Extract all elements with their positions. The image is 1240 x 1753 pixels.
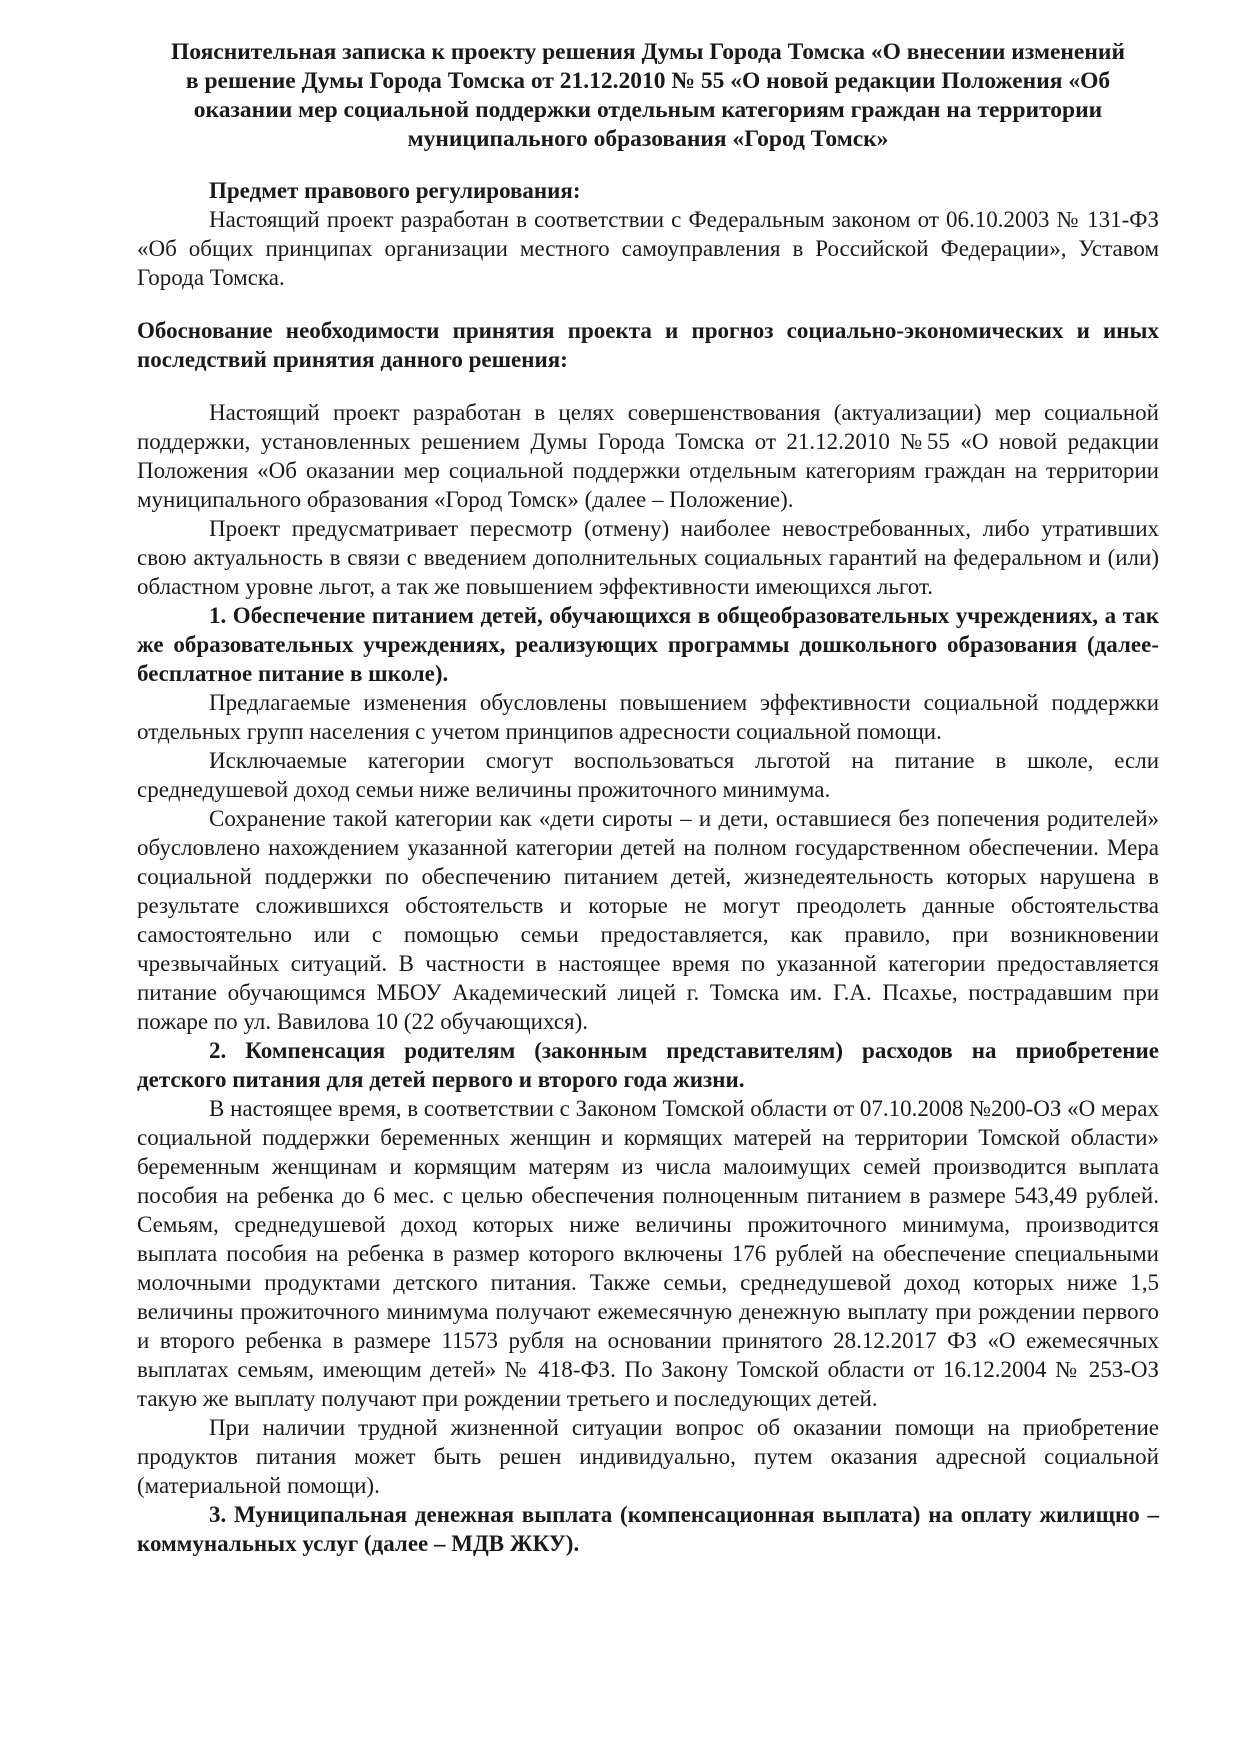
rationale-heading: Обоснование необходимости принятия проекта и прогноз социально-экономических и иных последствий принятия данного решения: <box>137 318 1159 372</box>
document-title <box>137 38 1159 154</box>
subject-text: Настоящий проект разработан в соответствии с Федеральным законом от 06.10.2003 № 131-ФЗ «Об общих принципах организации местного самоуправления в Российской Федерации», Уставом Города Томска. <box>137 207 1159 290</box>
item1-paragraph: Исключаемые категории смогут воспользоваться льготой на питание в школе, если среднедушевой доход семьи ниже величины прожиточного минимума. <box>137 748 1159 802</box>
title-line: Пояснительная записка к проекту решения Думы Города Томска «О внесении изменений <box>171 39 1125 65</box>
item2-heading: 2. Компенсация родителям (законным представителям) расходов на приобретение детского питания для детей первого и второго года жизни. <box>137 1038 1159 1092</box>
item1-heading: 1. Обеспечение питанием детей, обучающихся в общеобразовательных учреждениях, а так же образовательных учреждениях, реализующих программы дошкольного образования (далее- бесплатное питание в школе). <box>137 603 1159 686</box>
rationale-paragraph: Проект предусматривает пересмотр (отмену) наиболее невостребованных, либо утративших свою актуальность в связи с введением дополнительных социальных гарантий на федеральном и (или) областном уровне льгот, а так же повышением эффективности имеющихся льгот. <box>137 516 1159 599</box>
item3-heading: 3. Муниципальная денежная выплата (компенсационная выплата) на оплату жилищно – коммунальных услуг (далее – МДВ ЖКУ). <box>137 1502 1159 1556</box>
title-line: оказании мер социальной поддержки отдельным категориям граждан на территории <box>193 97 1103 123</box>
title-line: муниципального образования «Город Томск» <box>407 126 889 152</box>
subject-heading: Предмет правового регулирования: <box>209 178 581 203</box>
title-line: в решение Думы Города Томска от 21.12.2010 № 55 «О новой редакции Положения «Об <box>185 68 1111 94</box>
item2-paragraph: При наличии трудной жизненной ситуации вопрос об оказании помощи на приобретение продуктов питания может быть решен индивидуально, путем оказания адресной социальной (материальной помощи). <box>137 1415 1159 1498</box>
document-page <box>137 38 1159 1558</box>
rationale-paragraph: Настоящий проект разработан в целях совершенствования (актуализации) мер социальной поддержки, установленных решением Думы Города Томска от 21.12.2010 №55 «О новой редакции Положения «Об оказании мер социальной поддержки отдельным категориям граждан на территории муниципального образования «Город Томск» (далее – Положение). <box>137 400 1159 512</box>
item1-paragraph: Сохранение такой категории как «дети сироты – и дети, оставшиеся без попечения родителей» обусловлено нахождением указанной категории детей на полном государственном обеспечении. Мера социальной поддержки по обеспечению питанием детей, жизнедеятельность которых нарушена в результате сложившихся обстоятельств и которые не могут преодолеть данные обстоятельства самостоятельно или с помощью семьи предоставляется, как правило, при возникновении чрезвычайных ситуаций. В частности в настоящее время по указанной категории предоставляется питание обучающимся МБОУ Академический лицей г. Томска им. Г.А. Псахье, пострадавшим при пожаре по ул. Вавилова 10 (22 обучающихся). <box>137 806 1159 1034</box>
item1-paragraph: Предлагаемые изменения обусловлены повышением эффективности социальной поддержки отдельных групп населения с учетом принципов адресности социальной помощи. <box>137 690 1159 744</box>
item2-paragraph: В настоящее время, в соответствии с Законом Томской области от 07.10.2008 №200-ОЗ «О мерах социальной поддержки беременных женщин и кормящих матерей на территории Томской области» беременным женщинам и кормящим матерям из числа малоимущих семей производится выплата пособия на ребенка до 6 мес. с целью обеспечения полноценным питанием в размере 543,49 рублей. Семьям, среднедушевой доход которых ниже величины прожиточного минимума, производится выплата пособия на ребенка в размер которого включены 176 рублей на обеспечение специальными молочными продуктами детского питания. Также семьи, среднедушевой доход которых ниже 1,5 величины прожиточного минимума получают ежемесячную денежную выплату при рождении первого и второго ребенка в размере 11573 рубля на основании принятого 28.12.2017 ФЗ «О ежемесячных выплатах семьям, имеющим детей» № 418-ФЗ. По Закону Томской области от 16.12.2004 № 253-ОЗ такую же выплату получают при рождении третьего и последующих детей. <box>137 1096 1159 1411</box>
